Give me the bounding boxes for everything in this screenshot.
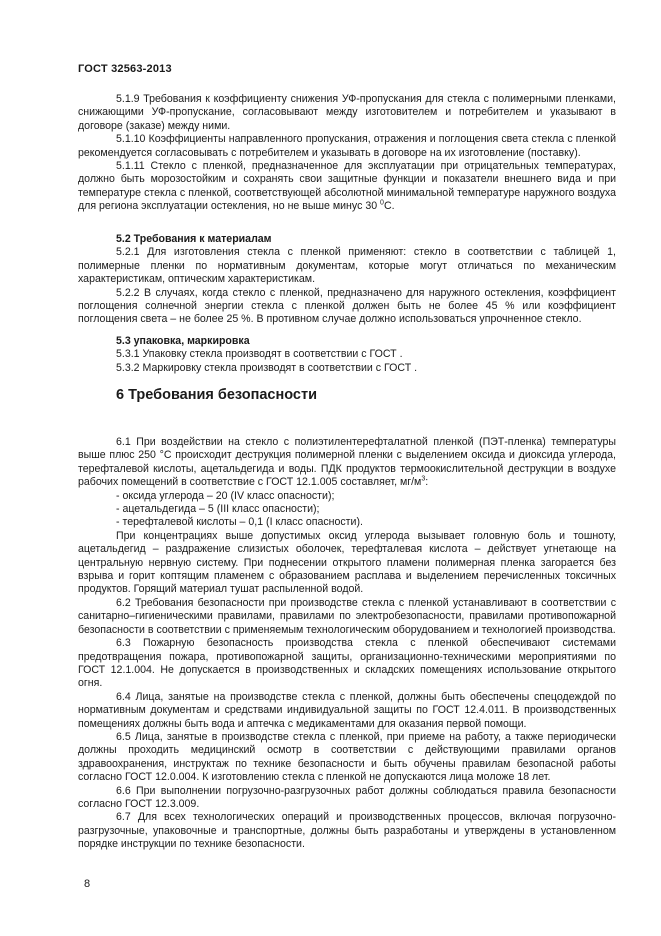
section-6-body <box>78 436 616 852</box>
paragraph-6-3: 6.3 Пожарную безопасность производства стекла с пленкой обеспечивают системами предотвращения пожара, противопожарной защиты, организационно-техническими мероприятиями по ГОСТ 12.1.004. Не допускается в производственных и складских помещениях использование открытого огня. <box>78 637 616 690</box>
list-item-co: - оксида углерода – 20 (IV класс опасности); <box>116 489 335 502</box>
paragraph-5-1-11 <box>78 160 616 214</box>
paragraph-6-4: 6.4 Лица, занятые на производстве стекла с пленкой, должны быть обеспечены спецодеждой по нормативным документам и средствами индивидуальной защиты по ГОСТ 12.4.011. В производственных помещениях должны быть вода и аптечка с медикаментами для оказания первой помощи. <box>78 690 616 730</box>
paragraph-6-1-text: 6.1 При воздействии на стекло с полиэтилентерефталатной пленкой (ПЭТ-пленка) температуры выше плюс 250 °С происходит деструкция полимерной пленки с выделением оксида и диоксида углерода, терефталевой кислоты, ацетальдегида и воды. ПДК продуктов термоокислительной деструкции в воздухе рабочих помещений в соответствие с ГОСТ 12.1.005 составляет, мг/м <box>78 436 616 489</box>
section-5-2 <box>78 233 616 327</box>
page-number: 8 <box>84 878 91 890</box>
list-item-terephthalic: - терефталевой кислоты – 0,1 (I класс опасности). <box>116 516 363 529</box>
section-5-3 <box>78 335 616 375</box>
paragraph-6-6: 6.6 При выполнении погрузочно-разгрузочных работ должны соблюдаться правила безопасности согласно ГОСТ 12.3.009. <box>78 784 616 810</box>
paragraph-5-2-2: 5.2.2 В случаях, когда стекло с пленкой, предназначено для наружного остекления, коэффициент поглощения солнечной энергии стекла с пленкой должен быть не более 45 % или коэффициент поглощения света – не более 25 %. В противном случае должно использоваться упрочненное стекло. <box>78 286 616 326</box>
section-5-1-tail <box>78 93 616 214</box>
paragraph-6-7: 6.7 Для всех технологических операций и производственных процессов, включая погрузочно-разгрузочные, упаковочные и транспортные, должны быть разработаны и утверждены в установленном порядке инструкции по технике безопасности. <box>78 811 616 851</box>
paragraph-6-1-continuation: При концентрациях выше допустимых оксид углерода вызывает головную боль и тошноту, ацетальдегид – раздражение слизистых оболочек, терефталевая кислота – действует угнетающе на центральную нервную систему. При поднесении открытого пламени полимерная пленка загорается без взрыва и горит коптящим пламенем с образованием расплава и выделением перечисленных токсичных продуктов. Горящий материал тушат распыленной водой. <box>78 529 616 596</box>
paragraph-5-2-1: 5.2.1 Для изготовления стекла с пленкой применяют: стекло в соответствии с таблицей 1, полимерные пленки по нормативным документам, которые могут отличаться по механическим характеристикам, оптическим характеристикам. <box>78 246 616 286</box>
list-item-acetaldehyde: - ацетальдегида – 5 (III класс опасности); <box>116 503 320 516</box>
paragraph-5-1-11-text: 5.1.11 Стекло с пленкой, предназначенное для эксплуатации при отрицательных температурах, должно быть морозостойким и сохранять свои защитные функции и показатели внешнего вида и при температуре стекла с пленкой, соответствующей абсолютной минимальной температуре наружного воздуха для региона эксплуатации остекления, но не выше минус 30 <box>78 160 616 213</box>
cubic-superscript: 3 <box>421 475 426 483</box>
paragraph-5-3-1: 5.3.1 Упаковку стекла производят в соответствии с ГОСТ . <box>116 348 403 361</box>
paragraph-6-1-colon: : <box>425 476 429 489</box>
section-5-3-title: 5.3 упаковка, маркировка <box>116 335 250 347</box>
degree-superscript: 0 <box>380 199 384 207</box>
paragraph-5-1-9: 5.1.9 Требования к коэффициенту снижения УФ-пропускания для стекла с полимерными пленками, снижающими УФ-пропускание, согласовывают между изготовителем и потребителем и указывают в договоре (заказе) между ними. <box>78 93 616 132</box>
paragraph-5-3-2: 5.3.2 Маркировку стекла производят в соответствии с ГОСТ . <box>116 361 418 374</box>
paragraph-5-1-10: 5.1.10 Коэффициенты направленного пропускания, отражения и поглощения света стекла с пленкой рекомендуется согласовывать с потребителем и указывать в договоре на их изготовление (поставку). <box>78 133 616 159</box>
temperature-unit: C. <box>383 200 395 213</box>
paragraph-6-2: 6.2 Требования безопасности при производстве стекла с пленкой устанавливают в соответствии с санитарно–гигиеническими правилами, правилами по электробезопасности, правилами противопожарной безопасности в соответствии с применяемым технологическим оборудованием и технологией производства. <box>78 596 616 636</box>
paragraph-6-1 <box>78 436 616 490</box>
paragraph-6-5: 6.5 Лица, занятые в производстве стекла с пленкой, при приеме на работу, а также периодически должны проходить медицинский осмотр в соответствии с действующими правилами органов здравоохранения, инструктаж по технике безопасности и быть обучены правилам безопасной работы согласно ГОСТ 12.0.004. К изготовлению стекла с пленкой не допускаются лица моложе 18 лет. <box>78 730 616 784</box>
section-6-heading <box>78 386 616 404</box>
section-5-2-title: 5.2 Требования к материалам <box>116 233 272 245</box>
section-6-title: 6 Требования безопасности <box>116 387 318 403</box>
document-header: ГОСТ 32563-2013 <box>78 63 172 75</box>
